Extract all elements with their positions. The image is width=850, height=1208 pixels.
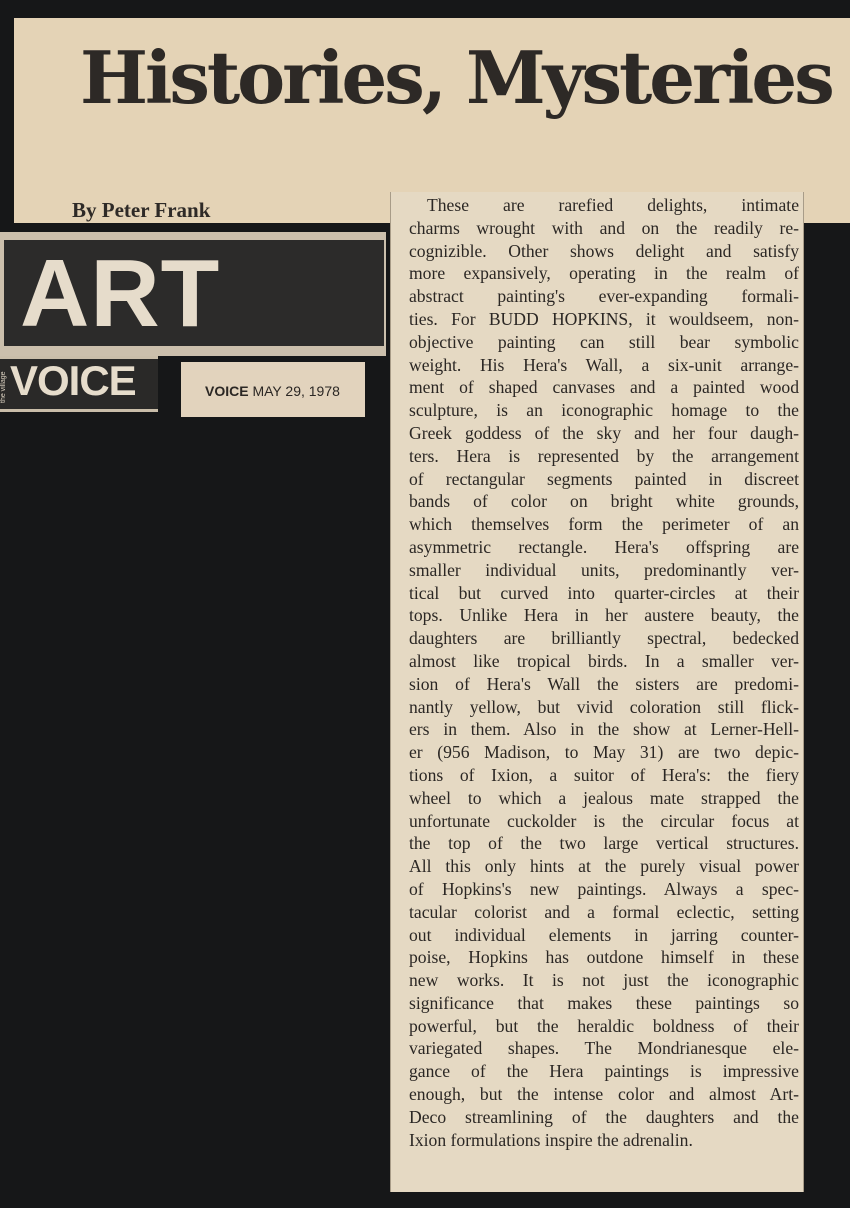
date-clipping: [181, 362, 365, 417]
article-line: gance of the Hera paintings is impressive: [409, 1061, 799, 1082]
article-line: Deco streamlining of the daughters and the: [409, 1106, 799, 1127]
date-value: MAY 29, 1978: [252, 383, 340, 399]
article-line: abstract painting's ever-expanding formali-: [409, 286, 799, 307]
date-line: [205, 383, 340, 399]
article-line: These are rarefied delights, intimate: [427, 195, 799, 215]
art-section-banner: [0, 232, 386, 356]
article-line: tops. Unlike Hera in her austere beauty, the: [409, 605, 799, 626]
article-line: new works. It is not just the iconographic: [409, 970, 799, 991]
article-line: All this only hints at the purely visual power: [409, 856, 799, 877]
voice-label: VOICE: [10, 357, 136, 404]
article-line: almost like tropical birds. In a smaller ver-: [409, 650, 799, 671]
article-line: asymmetric rectangle. Hera's offspring are: [409, 536, 799, 557]
article-line: enough, but the intense color and almost Art-: [409, 1084, 799, 1105]
article-line: unfortunate cuckolder is the circular focus at: [409, 810, 799, 831]
article-line: variegated shapes. The Mondrianesque ele-: [409, 1038, 799, 1059]
article-clipping: [390, 192, 804, 1192]
voice-small-label: the village: [0, 371, 7, 403]
article-line: cognizible. Other shows delight and satisfy: [409, 240, 799, 261]
article-line: powerful, but the heraldic boldness of their: [409, 1015, 799, 1036]
byline: By Peter Frank: [72, 198, 211, 222]
article-line: out individual elements in jarring counter-: [409, 924, 799, 945]
article-line: ties. For BUDD HOPKINS, it wouldseem, non-: [409, 308, 799, 329]
article-line: which themselves form the perimeter of an: [409, 514, 799, 535]
article-body: [409, 194, 799, 1151]
article-line: Ixion formulations inspire the adrenalin.: [409, 1129, 693, 1150]
article-line: smaller individual units, predominantly ver-: [409, 559, 799, 580]
article-line: significance that makes these paintings so: [409, 992, 799, 1013]
art-banner-background: [4, 240, 384, 346]
article-line: of rectangular segments painted in discreet: [409, 468, 799, 489]
art-label: ART: [20, 240, 221, 347]
article-line: ers in them. Also in the show at Lerner-Hell-: [409, 719, 799, 740]
article-line: objective painting can still bear symbolic: [409, 331, 799, 352]
article-line: more expansively, operating in the realm of: [409, 263, 799, 284]
article-line: tions of Ixion, a suitor of Hera's: the fiery: [409, 764, 799, 785]
article-line: ters. Hera is represented by the arrangement: [409, 445, 799, 466]
date-publication: VOICE: [205, 383, 249, 399]
article-line: sion of Hera's Wall the sisters are predomi-: [409, 673, 799, 694]
article-line: sculpture, is an iconographic homage to the: [409, 400, 799, 421]
article-line: nantly yellow, but vivid coloration still flick-: [409, 696, 799, 717]
article-line: Greek goddess of the sky and her four daugh-: [409, 422, 799, 443]
article-line: ment of shaped canvases and a painted wood: [409, 377, 799, 398]
article-line: poise, Hopkins has outdone himself in these: [409, 947, 799, 968]
article-line: er (956 Madison, to May 31) are two depic-: [409, 742, 799, 763]
article-line: of Hopkins's new paintings. Always a spec-: [409, 878, 799, 899]
article-line: tacular colorist and a formal eclectic, setting: [409, 901, 799, 922]
article-line: tical but curved into quarter-circles at their: [409, 582, 799, 603]
article-line: charms wrought with and on the readily re-: [409, 217, 799, 238]
headline: Histories, Mysteries: [80, 35, 832, 120]
article-line: daughters are brilliantly spectral, bedecked: [409, 628, 799, 649]
article-line: wheel to which a jealous mate strapped the: [409, 787, 799, 808]
article-line: weight. His Hera's Wall, a six-unit arrange-: [409, 354, 799, 375]
article-line: bands of color on bright white grounds,: [409, 491, 799, 512]
article-line: the top of the two large vertical structures.: [409, 833, 799, 854]
voice-banner: [0, 356, 158, 412]
